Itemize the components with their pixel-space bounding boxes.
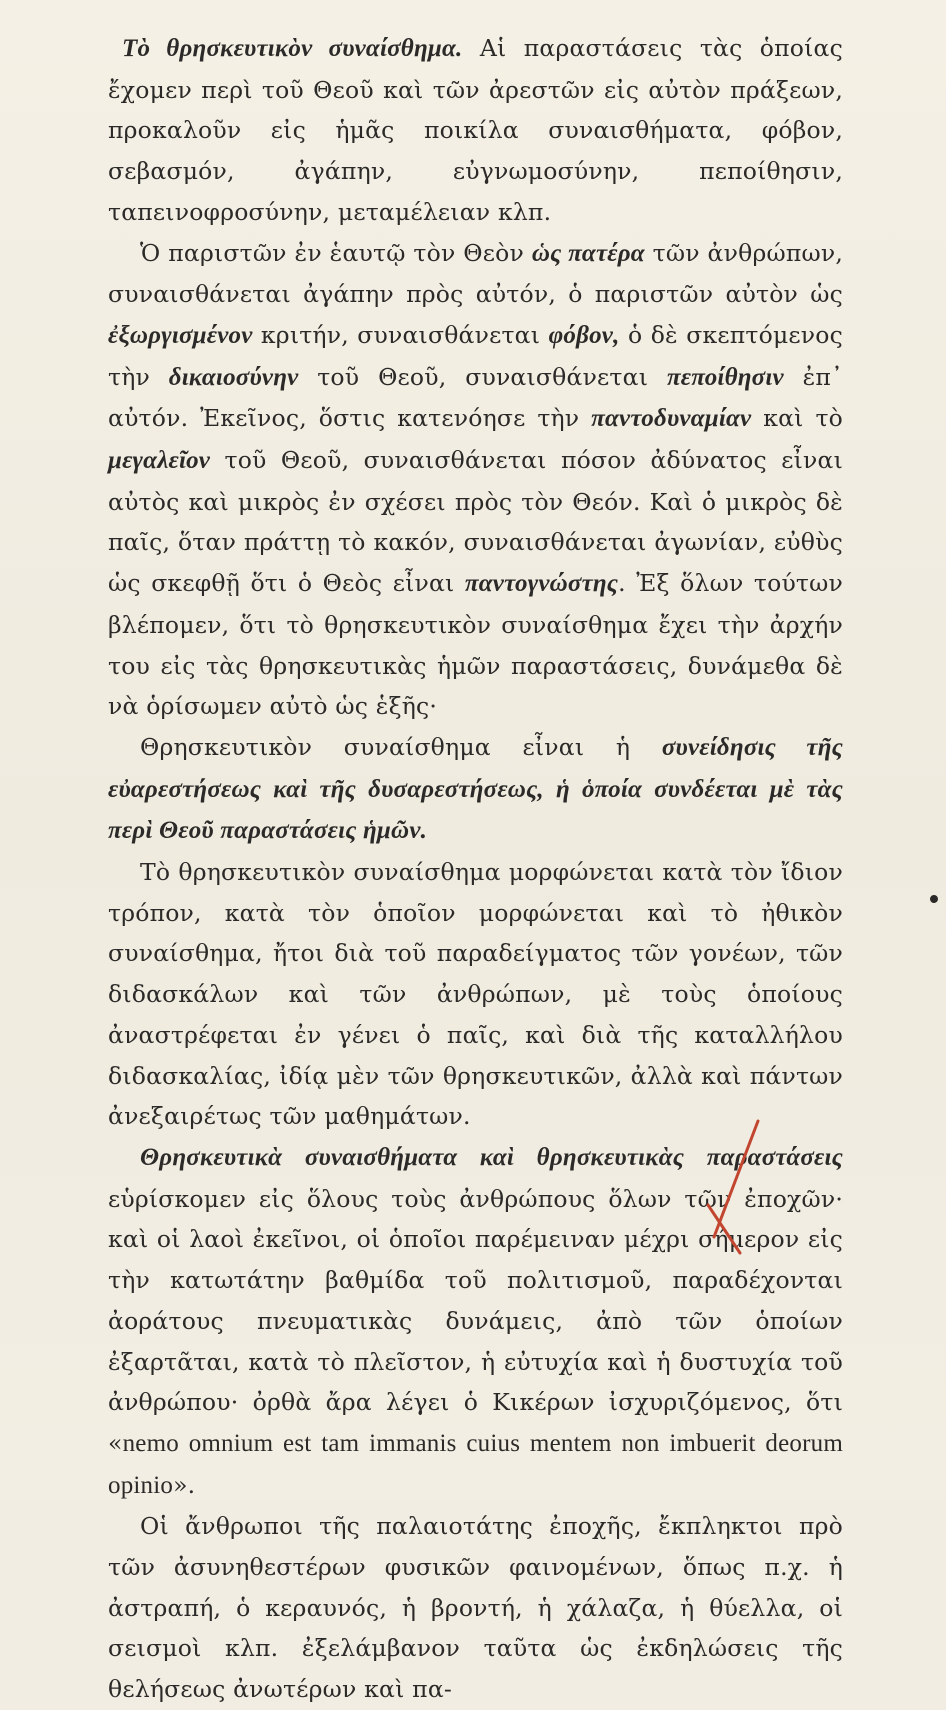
text-run: τῶν ἀνθρώπων, συναισθάνεται ἀγάπην πρὸς αὐτόν, ὁ παριστῶν αὐτὸν ὡς bbox=[108, 238, 843, 309]
text-run: εὑρίσκομεν εἰς ὅλους τοὺς ἀνθρώπους ὅλων τῶν ἐποχῶν· καὶ οἱ λαοὶ ἐκεῖνοι, οἱ ὁποῖοι παρέμειναν μέχρι σήμερον εἰς τὴν κατωτάτην βαθμίδα τοῦ πολιτισμοῦ, παραδέχονται ἀοράτους πνευματικὰς δυνάμεις, ἀπὸ τῶν ὁποίων ἐξαρτᾶται, κατὰ τὸ πλεῖστον, ἡ εὐτυχία καὶ ἡ δυστυχία τοῦ ἀνθρώπου· ὀρθὰ ἄρα λέγει ὁ Κικέρων ἰσχυριζόμενος, ὅτι « bbox=[108, 1184, 843, 1457]
paragraph-ancient-people bbox=[108, 1506, 843, 1710]
text-run: καὶ τὸ bbox=[751, 404, 843, 433]
emphasis: μεγαλεῖον bbox=[108, 447, 211, 475]
text-run: Οἱ ἄνθρωποι τῆς παλαιοτάτης ἐποχῆς, ἔκπληκτοι πρὸ τῶν ἀσυνηθεστέρων φυσικῶν φαινομένων, ὅπως π.χ. ἡ ἀστραπή, ὁ κεραυνός, ἡ βροντή, ἡ χάλαζα, ἡ θύελλα, οἱ σεισμοὶ κλπ. ἐξελάμβανον ταῦτα ὡς ἐκδηλώσεις τῆς θελήσεως ἀνωτέρων καὶ πα- bbox=[108, 1512, 843, 1704]
text-run: Αἱ παραστάσεις τὰς ὁποίας ἔχομεν περὶ τοῦ Θεοῦ καὶ τῶν ἀρεστῶν εἰς αὐτὸν πράξεων, προκαλοῦν εἰς ἡμᾶς ποικίλα συναισθήματα, φόβον, σεβασμόν, ἀγάπην, εὐγνωμοσύνην, πεποίθησιν, ταπεινοφροσύνην, μεταμέλειαν κλπ. bbox=[108, 34, 843, 226]
paragraph-god-as-father bbox=[108, 233, 843, 727]
definition-emphasis: συνείδησις τῆς εὐαρεστήσεως καὶ τῆς δυσαρεστήσεως, ἡ ὁποία συνδέεται μὲ τὰς περὶ Θεοῦ παραστάσεις ἡμῶν. bbox=[108, 733, 843, 845]
section-heading: Τὸ θρησκευτικὸν συναίσθημα. bbox=[122, 35, 463, 62]
text-run: τοῦ Θεοῦ, συναισθάνεται πόσον ἀδύνατος εἶναι αὐτὸς καὶ μικρὸς ἐν σχέσει πρὸς τὸν Θεόν. Καὶ ὁ μικρὸς δὲ παῖς, ὅταν πράττῃ τὸ κακόν, συναισθάνεται ἀγωνίαν, εὐθὺς ὡς σκεφθῇ ὅτι ὁ Θεὸς εἶναι bbox=[108, 446, 843, 598]
text-run: Τὸ θρησκευτικὸν συναίσθημα μορφώνεται κατὰ τὸν ἴδιον τρόπον, κατὰ τὸν ὁποῖον μορφώνεται καὶ τὸ ἠθικὸν συναίσθημα, ἤτοι διὰ τοῦ παραδείγματος τῶν γονέων, τῶν διδασκάλων καὶ τῶν ἀνθρώπων, μὲ τοὺς ὁποίους ἀναστρέφεται ἐν γένει ὁ παῖς, καὶ διὰ τῆς καταλλήλου διδασκαλίας, ἰδίᾳ μὲν τῶν θρησκευτικῶν, ἀλλὰ καὶ πάντων ἀνεξαιρέτως τῶν μαθημάτων. bbox=[108, 858, 843, 1131]
ink-speck bbox=[929, 894, 940, 905]
text-run: κριτήν, συναισθάνεται bbox=[252, 320, 549, 349]
emphasis: παντογνώστης bbox=[464, 570, 619, 598]
paragraph-definition bbox=[108, 727, 843, 852]
emphasis: ἐξωργισμένον bbox=[108, 321, 253, 349]
emphasis: φόβον, bbox=[548, 321, 620, 349]
latin-quote: nemo omnium est tam immanis cuius mentem non imbuerit deorum opinio bbox=[108, 1429, 843, 1499]
emphasis: παντοδυναμίαν bbox=[591, 405, 752, 433]
emphasis: δικαιοσύνην bbox=[168, 363, 299, 391]
handwritten-mark bbox=[700, 1115, 770, 1255]
emphasis: πεποίθησιν bbox=[666, 363, 784, 391]
emphasis: Θρησκευτικὰ συναισθήματα καὶ θρησκευτικὰς παραστάσεις bbox=[140, 1143, 843, 1171]
paragraph-religious-feeling-intro bbox=[108, 28, 843, 233]
emphasis: ὡς πατέρα bbox=[531, 239, 645, 267]
text-run: Θρησκευτικὸν συναίσθημα εἶναι ἡ bbox=[140, 732, 662, 761]
text-run: ». bbox=[173, 1470, 196, 1499]
text-run: Ὁ παριστῶν ἐν ἑαυτῷ τὸν Θεὸν bbox=[140, 238, 532, 267]
text-run: ἐπ᾽ αὐτόν. Ἐκεῖνος, ὅστις κατενόησε τὴν bbox=[108, 362, 844, 433]
paragraph-formation bbox=[108, 852, 843, 1137]
text-run: . Ἐξ ὅλων τούτων βλέπομεν, ὅτι τὸ θρησκευτικὸν συναίσθημα ἔχει τὴν ἀρχήν του εἰς τὰς θρησκευτικὰς ἡμῶν παραστάσεις, δυνάμεθα δὲ νὰ ὁρίσωμεν αὐτὸ ὡς ἑξῆς· bbox=[108, 569, 843, 721]
text-run: ὁ δὲ σκεπτόμενος τὴν bbox=[108, 320, 843, 391]
text-run: τοῦ Θεοῦ, συναισθάνεται bbox=[298, 362, 667, 391]
page-text bbox=[108, 28, 843, 1710]
